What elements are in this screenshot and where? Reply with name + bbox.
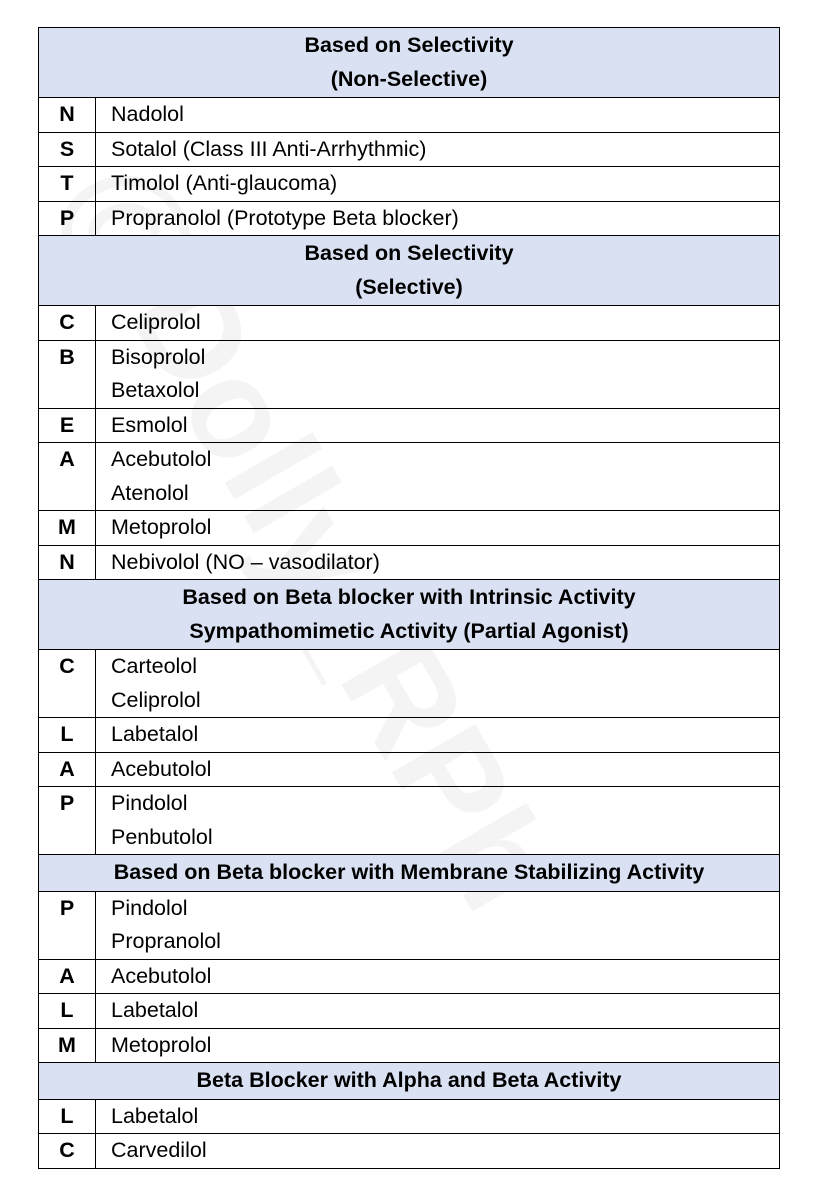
drug-name: Sotalol (Class III Anti-Arrhythmic) (111, 136, 427, 161)
table-row (39, 650, 780, 718)
drug-names-cell (96, 167, 780, 202)
drug-names-cell (96, 787, 780, 855)
drug-names-cell (96, 545, 780, 580)
table-row (39, 787, 780, 855)
table-row (39, 1099, 780, 1134)
table-row (39, 132, 780, 167)
table-row (39, 891, 780, 959)
drug-name: Bisoprolol (111, 344, 206, 369)
table-row (39, 98, 780, 133)
drug-names-cell (96, 718, 780, 753)
section-header (39, 1063, 780, 1100)
section-header-row (39, 28, 780, 98)
drug-names-cell (96, 340, 780, 408)
section-header (39, 236, 780, 306)
drug-names-cell (96, 132, 780, 167)
drug-name: Timolol (Anti-glaucoma) (111, 171, 338, 195)
drug-name: Esmolol (111, 412, 188, 437)
section-title-line: (Selective) (355, 274, 463, 299)
table-row (39, 201, 780, 236)
section-header (39, 855, 780, 892)
mnemonic-letter: P (39, 201, 96, 236)
drug-names-cell (96, 891, 780, 959)
section-header-row (39, 580, 780, 650)
mnemonic-letter: M (39, 1028, 96, 1063)
drug-names-cell (96, 98, 780, 133)
drug-name: Labetalol (111, 998, 199, 1022)
table-row (39, 752, 780, 787)
mnemonic-letter: L (39, 718, 96, 753)
drug-names-cell (96, 443, 780, 511)
section-header (39, 28, 780, 98)
table-row (39, 443, 780, 511)
drug-name: Metoprolol (111, 1032, 212, 1057)
drug-name: Metoprolol (111, 515, 212, 539)
mnemonic-letter: C (39, 306, 96, 341)
section-header (39, 580, 780, 650)
mnemonic-letter: C (39, 650, 96, 718)
section-title-line: Based on Beta blocker with Membrane Stabilizing Activity (113, 860, 705, 884)
drug-names-cell (96, 1134, 780, 1169)
drug-name: Celiprolol (111, 310, 201, 334)
mnemonic-letter: E (39, 408, 96, 443)
table-row (39, 167, 780, 202)
section-title-line: Based on Beta blocker with Intrinsic Activity (182, 585, 636, 609)
drug-name: Acebutolol (111, 447, 212, 471)
drug-names-cell (96, 752, 780, 787)
section-header-row (39, 855, 780, 892)
table-row (39, 545, 780, 580)
mnemonic-letter: L (39, 994, 96, 1029)
drug-names-cell (96, 408, 780, 443)
section-title-line: Beta Blocker with Alpha and Beta Activity (196, 1068, 622, 1092)
drug-name: Acebutolol (111, 963, 212, 988)
mnemonic-letter: M (39, 511, 96, 546)
drug-names-cell (96, 1099, 780, 1134)
drug-names-cell (96, 994, 780, 1029)
mnemonic-letter: A (39, 443, 96, 511)
drug-name: Atenolol (111, 480, 189, 505)
drug-name: Penbutolol (111, 824, 213, 849)
table-row (39, 306, 780, 341)
drug-name: Nadolol (111, 102, 184, 126)
drug-name: Pindolol (111, 895, 188, 920)
mnemonic-letter: L (39, 1099, 96, 1134)
drug-name: Labetalol (111, 722, 199, 746)
section-header-row (39, 1063, 780, 1100)
section-title-line: Based on Selectivity (304, 241, 514, 265)
mnemonic-letter: A (39, 959, 96, 994)
table-row (39, 994, 780, 1029)
mnemonic-letter: B (39, 340, 96, 408)
mnemonic-letter: P (39, 891, 96, 959)
drug-name: Carteolol (111, 654, 198, 678)
mnemonic-letter: N (39, 98, 96, 133)
section-header-row (39, 236, 780, 306)
table-row (39, 1028, 780, 1063)
drug-names-cell (96, 650, 780, 718)
drug-name: Celiprolol (111, 687, 201, 712)
drug-names-cell (96, 306, 780, 341)
drug-name: Betaxolol (111, 378, 200, 402)
drug-names-cell (96, 511, 780, 546)
table-row (39, 340, 780, 408)
beta-blocker-table-container (38, 27, 780, 1169)
drug-name: Labetalol (111, 1103, 199, 1128)
mnemonic-letter: N (39, 545, 96, 580)
table-row (39, 408, 780, 443)
mnemonic-letter: C (39, 1134, 96, 1169)
table-row (39, 1134, 780, 1169)
drug-name: Carvedilol (111, 1138, 207, 1162)
drug-name: Propranolol (111, 929, 221, 953)
drug-name: Nebivolol (NO – vasodilator) (111, 549, 380, 574)
drug-name: Acebutolol (111, 756, 212, 781)
table-row (39, 959, 780, 994)
drug-name: Propranolol (Prototype Beta blocker) (111, 205, 459, 230)
section-title-line: Based on Selectivity (304, 33, 514, 57)
mnemonic-letter: P (39, 787, 96, 855)
table-row (39, 718, 780, 753)
drug-names-cell (96, 1028, 780, 1063)
section-title-line: Sympathomimetic Activity (Partial Agonist) (189, 618, 629, 643)
drug-name: Pindolol (111, 791, 188, 815)
mnemonic-letter: A (39, 752, 96, 787)
beta-blocker-classification-table (38, 27, 780, 1169)
mnemonic-letter: T (39, 167, 96, 202)
table-row (39, 511, 780, 546)
drug-names-cell (96, 201, 780, 236)
section-title-line: (Non-Selective) (330, 66, 488, 91)
drug-names-cell (96, 959, 780, 994)
mnemonic-letter: S (39, 132, 96, 167)
